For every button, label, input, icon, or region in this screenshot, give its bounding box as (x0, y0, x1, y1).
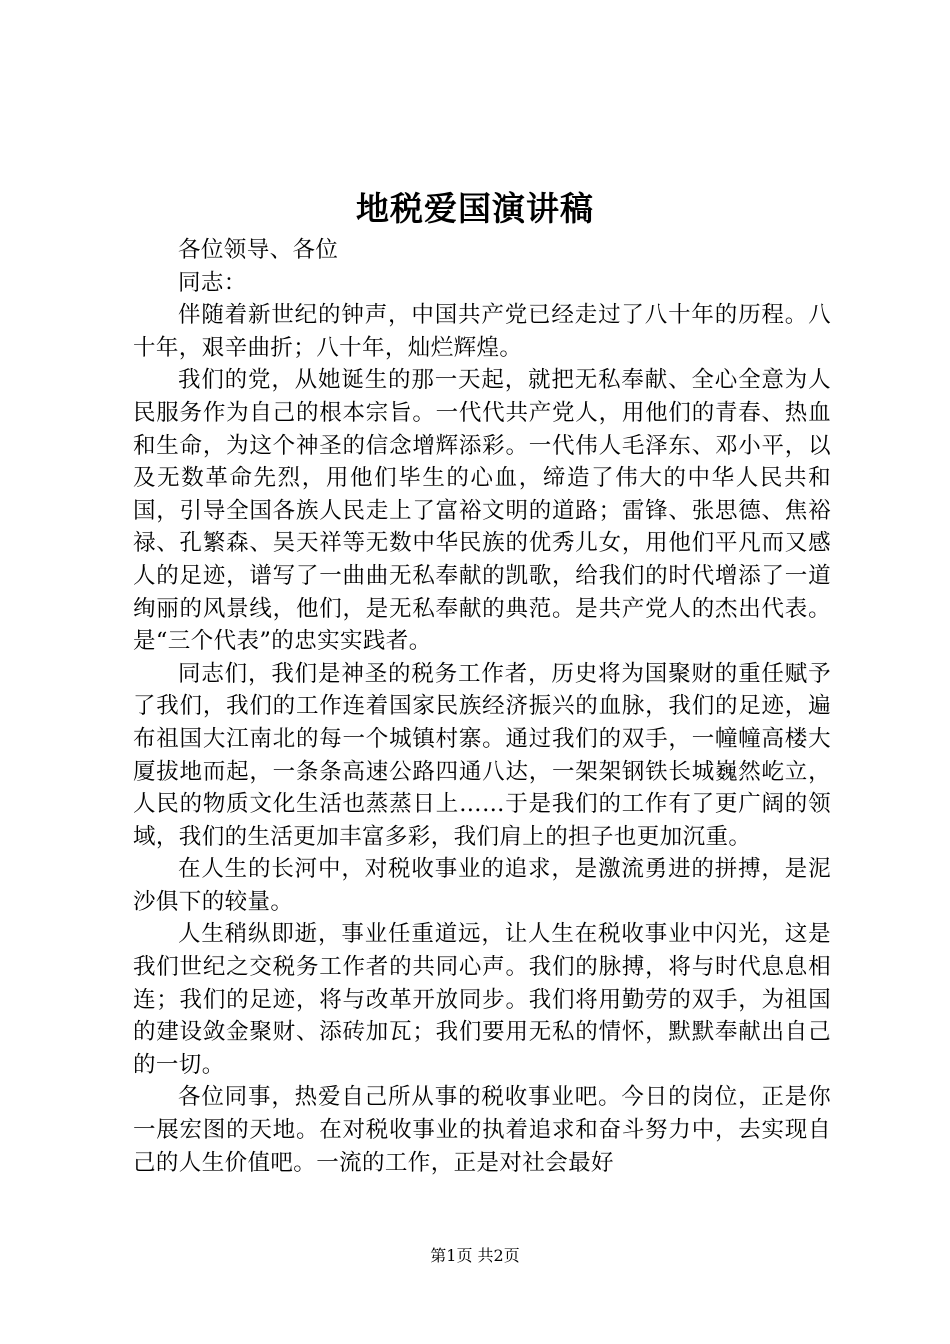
paragraph-salutation: 各位领导、各位 (178, 237, 339, 263)
paragraph: 我们的党，从她诞生的那一天起，就把无私奉献、全心全意为人民服务作为自己的根本宗旨。一代代共产党人，用他们的青春、热血和生命，为这个神圣的信念增辉添彩。一代伟人毛泽东、邓小平，以及无数革命先烈，用他们毕生的心血，缔造了伟大的中华人民共和国，引导全国各族人民走上了富裕文明的道路；雷锋、张思德、焦裕禄、孔繁森、吴天祥等无数中华民族的优秀儿女，用他们平凡而又感人的足迹，谱写了一曲曲无私奉献的凯歌，给我们的时代增添了一道绚丽的风景线，他们，是无私奉献的典范。是共产党人的杰出代表。是“三个代表”的忠实实践者。 (133, 367, 831, 655)
paragraph: 伴随着新世纪的钟声，中国共产党已经走过了八十年的历程。八十年，艰辛曲折；八十年，灿烂辉煌。 (133, 302, 831, 361)
paragraph: 各位同事，热爱自己所从事的税收事业吧。今日的岗位，正是你一展宏图的天地。在对税收事业的执着追求和奋斗努力中，去实现自己的人生价值吧。一流的工作，正是对社会最好 (133, 1084, 831, 1176)
document-title: 地税爱国演讲稿 (356, 189, 594, 228)
paragraph: 同志们，我们是神圣的税务工作者，历史将为国聚财的重任赋予了我们，我们的工作连着国家民族经济振兴的血脉，我们的足迹，遍布祖国大江南北的每一个城镇村寨。通过我们的双手，一幢幢高楼大厦拔地而起，一条条高速公路四通八达，一架架钢铁长城巍然屹立，人民的物质文化生活也蒸蒸日上……于是我们的工作有了更广阔的领域，我们的生活更加丰富多彩，我们肩上的担子也更加沉重。 (133, 660, 831, 850)
document-body (133, 234, 831, 1179)
paragraph-salutation-cont: 同志： (178, 269, 247, 296)
paragraph: 在人生的长河中，对税收事业的追求，是激流勇进的拼搏，是泥沙俱下的较量。 (133, 856, 831, 915)
page-footer: 第1页 共2页 (430, 1246, 520, 1265)
paragraph: 人生稍纵即逝，事业任重道远，让人生在税收事业中闪光，这是我们世纪之交税务工作者的共同心声。我们的脉搏，将与时代息息相连；我们的足迹，将与改革开放同步。我们将用勤劳的双手，为祖国的建设敛金聚财、添砖加瓦；我们要用无私的情怀，默默奉献出自己的一切。 (133, 921, 831, 1078)
